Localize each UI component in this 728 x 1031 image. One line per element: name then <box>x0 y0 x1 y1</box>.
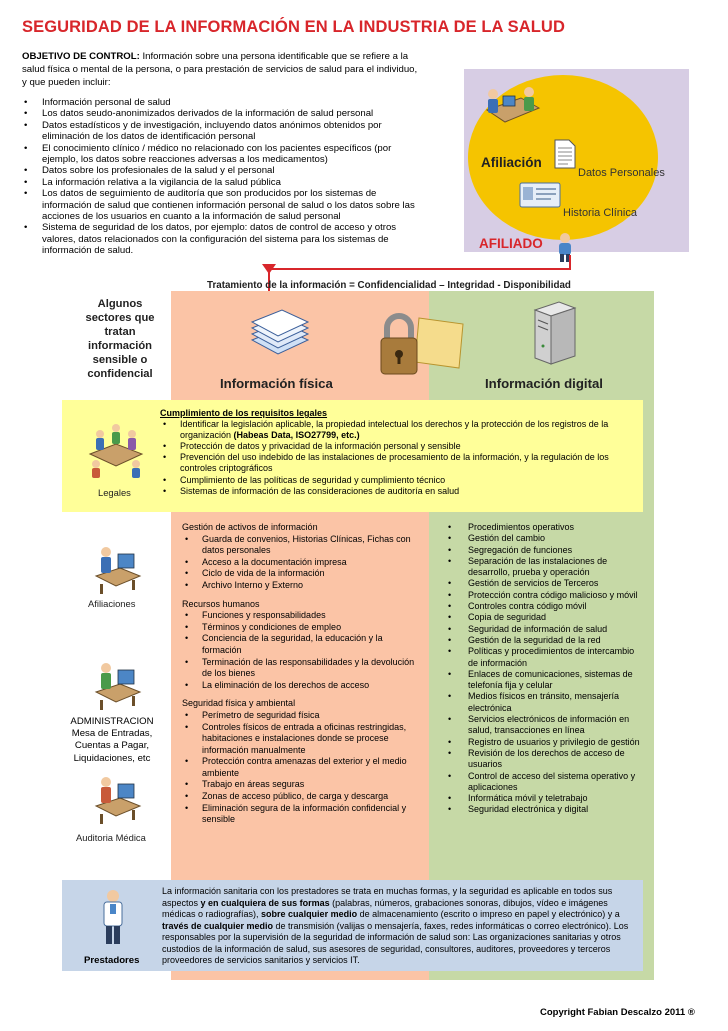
legales-label: Legales <box>98 487 131 498</box>
objective-item: • Los datos de seguimiento de auditoría que son producidos por los sistemas de información de salud que contienen información personal de salud o los datos sobre las acciones de los usuarios en cuanto a la información de salud personal <box>22 188 422 222</box>
digital-item: • Gestión del cambio <box>445 533 645 544</box>
digital-item: • Seguridad de información de salud <box>445 624 645 635</box>
activos-item: • Ciclo de vida de la información <box>182 568 422 580</box>
doctor-icon <box>96 888 130 950</box>
rrhh-heading: Recursos humanos <box>182 598 260 609</box>
digital-item: • Servicios electrónicos de información en salud, transacciones en línea <box>445 714 645 737</box>
prestadores-text-bold: sobre cualquier medio <box>261 909 358 919</box>
objective-item: • Sistema de seguridad de los datos, por ejemplo: datos de control de acceso y otros valores, datos relacionados con la configuración del sistema para los sistemas de información de salud. <box>22 222 422 256</box>
informacion-fisica-heading: Información física <box>220 376 333 391</box>
compliance-item-text: Identificar la legislación aplicable, la propiedad intelectual los derechos y la protección de los registros de la organización <box>180 419 609 441</box>
objective-item: • El conocimiento clínico / médico no relacionado con los pacientes específicos (por ejemplo, los datos sobre reacciones adversas a los medicamentos) <box>22 143 422 166</box>
afiliado-label: AFILIADO <box>479 236 543 251</box>
digital-item: • Procedimientos operativos <box>445 522 645 533</box>
objective-item: • Los datos seudo-anonimizados derivados de la información de salud personal <box>22 108 422 119</box>
digital-item: • Medios físicos en tránsito, mensajería electrónica <box>445 691 645 714</box>
prestadores-text-part: (palabras, números, grabaciones sonoras, dibujos, vídeo e imágenes médicas o radiografías), <box>162 897 608 919</box>
digital-item: • Segregación de funciones <box>445 545 645 556</box>
prestadores-text-part: de transmisión (valijas o mensajería, faxes, redes informáticas o correo electrónico). Los responsables por la supervisión de la seguridad de información de salud son: Las organizaciones sanitarias y otros custodios de la información de salud, sus asesores de seguridad, consultores, auditores, proveedores y terceros proveedores de servicios sanitarios y servicios IT. <box>162 920 629 965</box>
compliance-heading: Cumplimiento de los requisitos legales <box>160 408 328 418</box>
digital-item: • Controles contra código móvil <box>445 601 645 612</box>
objective-item: • Datos estadísticos y de investigación, incluyendo datos anónimos obtenidos por eliminación de los datos de identificación personal <box>22 120 422 143</box>
prestadores-text-bold: través de cualquier medio <box>162 920 274 931</box>
digital-item: • Copia de seguridad <box>445 612 645 623</box>
datos-personales-label: Datos Personales <box>578 167 665 179</box>
auditoria-label: Auditoria Médica <box>76 832 146 843</box>
workstation-icon <box>94 540 142 596</box>
compliance-item: • Cumplimiento de las políticas de seguridad y cumplimiento técnico <box>160 475 640 486</box>
objective-list <box>22 97 422 257</box>
id-card-icon <box>519 182 561 208</box>
activos-item: • Archivo Interno y Externo <box>182 580 422 592</box>
fisica-item: • Eliminación segura de la información confidencial y sensible <box>182 803 422 826</box>
objective-item: • Datos sobre los profesionales de la salud y el personal <box>22 165 422 176</box>
prestadores-text <box>162 886 638 967</box>
fisica-heading: Seguridad física y ambiental <box>182 698 296 709</box>
objective-item: • Información personal de salud <box>22 97 422 108</box>
sectores-label: Algunos sectores que tratan información sensible o confidencial <box>85 298 155 380</box>
tratamiento-heading: Tratamiento de la información = Confidencialidad – Integridad - Disponibilidad <box>207 280 571 291</box>
digital-item: • Registro de usuarios y privilegio de gestión <box>445 737 645 748</box>
afiliaciones-label: Afiliaciones <box>88 598 136 609</box>
fisica-item: • Controles físicos de entrada a oficinas restringidas, habitaciones e instalaciones donde se procese información manualmente <box>182 722 422 757</box>
afiliacion-label: Afiliación <box>481 155 542 170</box>
compliance-item-bold: (Habeas Data, ISO27799, etc.) <box>233 430 360 441</box>
activos-heading: Gestión de activos de información <box>182 522 318 532</box>
rrhh-item: • La eliminación de los derechos de acceso <box>182 680 422 692</box>
objective-text <box>22 50 422 89</box>
arrow-down-icon <box>262 264 276 274</box>
connector-line <box>569 255 571 270</box>
objective-item: • La información relativa a la vigilancia de la salud pública <box>22 177 422 188</box>
fisica-item: • Zonas de acceso público, de carga y descarga <box>182 791 422 803</box>
padlock-icon <box>377 310 469 382</box>
prestadores-text-bold: y en cualquiera de sus formas <box>200 897 330 908</box>
fisica-item: • Perímetro de seguridad física <box>182 710 422 722</box>
connector-line <box>268 268 571 270</box>
rrhh-item: • Terminación de las responsabilidades y la devolución de los bienes <box>182 657 422 680</box>
compliance-section <box>160 408 640 497</box>
digital-item: • Seguridad electrónica y digital <box>445 804 645 815</box>
paper-stack-icon <box>248 306 312 362</box>
activos-item: • Acceso a la documentación impresa <box>182 557 422 569</box>
informacion-digital-heading: Información digital <box>485 376 603 391</box>
desk-workers-icon <box>481 80 543 132</box>
objective-description: Información sobre una persona identificable que se refiere a la salud física o mental de la persona, o para prestación de servicios de salud para el individuo, y que pueden incluir: <box>22 51 418 88</box>
meeting-icon <box>86 420 146 478</box>
compliance-item: • Sistemas de información de las consideraciones de auditoría en salud <box>160 486 640 497</box>
prestadores-text-part: de almacenamiento (escrito o impreso en papel y electrónico) y a <box>357 909 620 919</box>
digital-item: • Políticas y procedimientos de intercambio de información <box>445 646 645 669</box>
digital-item: • Gestión de la seguridad de la red <box>445 635 645 646</box>
person-icon <box>554 232 576 262</box>
digital-item: • Protección contra código malicioso y móvil <box>445 590 645 601</box>
fisica-item: • Protección contra amenazas del exterior y el medio ambiente <box>182 756 422 779</box>
digital-item: • Revisión de los derechos de acceso de usuarios <box>445 748 645 771</box>
server-icon <box>527 298 579 368</box>
digital-item: • Separación de las instalaciones de desarrollo, prueba y operación <box>445 556 645 579</box>
historia-clinica-label: Historia Clínica <box>563 207 637 219</box>
workstation-icon <box>94 770 142 826</box>
digital-controls <box>445 522 645 816</box>
rrhh-item: • Términos y condiciones de empleo <box>182 622 422 634</box>
administracion-label: ADMINISTRACION Mesa de Entradas, Cuentas a Pagar, Liquidaciones, etc <box>70 716 154 764</box>
page-title: SEGURIDAD DE LA INFORMACIÓN EN LA INDUSTRIA DE LA SALUD <box>22 18 565 36</box>
prestadores-label: Prestadores <box>84 955 140 966</box>
rrhh-item: • Conciencia de la seguridad, la educación y la formación <box>182 633 422 656</box>
rrhh-item: • Funciones y responsabilidades <box>182 610 422 622</box>
activos-item: • Guarda de convenios, Historias Clínicas, Fichas con datos personales <box>182 534 422 557</box>
objective-label: OBJETIVO DE CONTROL: <box>22 51 140 62</box>
compliance-item <box>160 419 640 441</box>
physical-controls <box>182 522 422 826</box>
digital-item: • Enlaces de comunicaciones, sistemas de telefonía fija y celular <box>445 669 645 692</box>
prestadores-text-part: La información sanitaria con los prestadores se trata en muchas formas, y la seguridad es aplicable en todos sus aspectos <box>162 886 613 908</box>
fisica-item: • Trabajo en áreas seguras <box>182 779 422 791</box>
digital-item: • Control de acceso del sistema operativo y aplicaciones <box>445 771 645 794</box>
compliance-item: • Protección de datos y privacidad de la información personal y sensible <box>160 441 640 452</box>
copyright-text: Copyright Fabian Descalzo 2011 ® <box>540 1007 695 1018</box>
digital-item: • Gestión de servicios de Terceros <box>445 578 645 589</box>
digital-item: • Informática móvil y teletrabajo <box>445 793 645 804</box>
compliance-item: • Prevención del uso indebido de las instalaciones de procesamiento de la información, y la regulación de los controles criptográficos <box>160 452 640 474</box>
document-icon <box>553 138 577 170</box>
workstation-icon <box>94 656 142 712</box>
